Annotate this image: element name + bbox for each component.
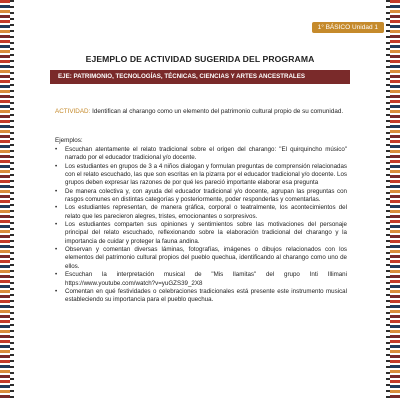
list-item: • Los estudiantes en grupos de 3 a 4 niños dialogan y formulan preguntas de comprensión relacionadas con el relato escuchado, las que son escritas en la pizarra por el educador tradicional y/o docente. Los grupos deben expresar las razones de por qué les pareció importante elaborar esa pregunta [55,162,347,187]
examples-label: Ejemplos: [55,137,83,144]
activity-label: ACTIVIDAD: [55,108,91,115]
list-item: • De manera colectiva y, con ayuda del educador tradicional y/o docente, agrupan las preguntas con rasgos comunes en distintas categorías y posteriormente, poder responderlas y comentarlas. [55,187,347,204]
unit-tag: 1° BÁSICO Unidad 1 [312,22,384,33]
list-item: • Observan y comentan diversas láminas, fotografías, imágenes o dibujos relacionados con los elementos del patrimonio cultural propios del pueblo quechua, identificando al charango como uno de ellos. [55,246,347,270]
bullet-icon: • [55,146,58,153]
bullet-icon: • [55,221,58,229]
activity-paragraph [55,108,347,117]
list-item: • Escuchan atentamente el relato tradicional sobre el origen del charango: "El quirquincho músico" narrado por el educador tradicional y/o docente. [55,146,347,162]
list-item: • Escuchan la interpretación musical de "Mis llamitas" del grupo Inti Illimani https://www.youtube.com/watch?v=yuGZS39_2X8 [55,271,347,287]
page-title: EJEMPLO DE ACTIVIDAD SUGERIDA DEL PROGRAMA [85,54,315,64]
list-item: • Comentan en qué festividades o celebraciones tradicionales está presente este instrumento musical estableciendo su importancia para el pueblo quechua. [55,287,347,304]
bullet-icon: • [55,187,58,195]
bullet-icon: • [55,162,58,170]
bullet-icon: • [55,246,58,254]
bullet-icon: • [55,271,58,279]
examples-list [55,146,347,305]
bullet-icon: • [55,287,58,295]
activity-text: Identifican al charango como un elemento del patrimonio cultural propio de su comunidad. [90,108,344,115]
list-item: • Los estudiantes representan, de manera gráfica, corporal o teatralmente, los acontecimientos del relato que les parecieron alegres, tristes, emocionantes o sorpresivos. [55,204,347,220]
bullet-icon: • [55,204,58,212]
list-item: • Los estudiantes comparten sus opiniones y sentimientos sobre las motivaciones del personaje principal del relato escuchado, reflexionando sobre la elaboración tradicional del charango y la importancia de cuidar y proteger la fauna andina. [55,221,347,245]
axis-band: EJE: PATRIMONIO, TECNOLOGÍAS, TÉCNICAS, CIENCIAS Y ARTES ANCESTRALES [50,70,350,84]
